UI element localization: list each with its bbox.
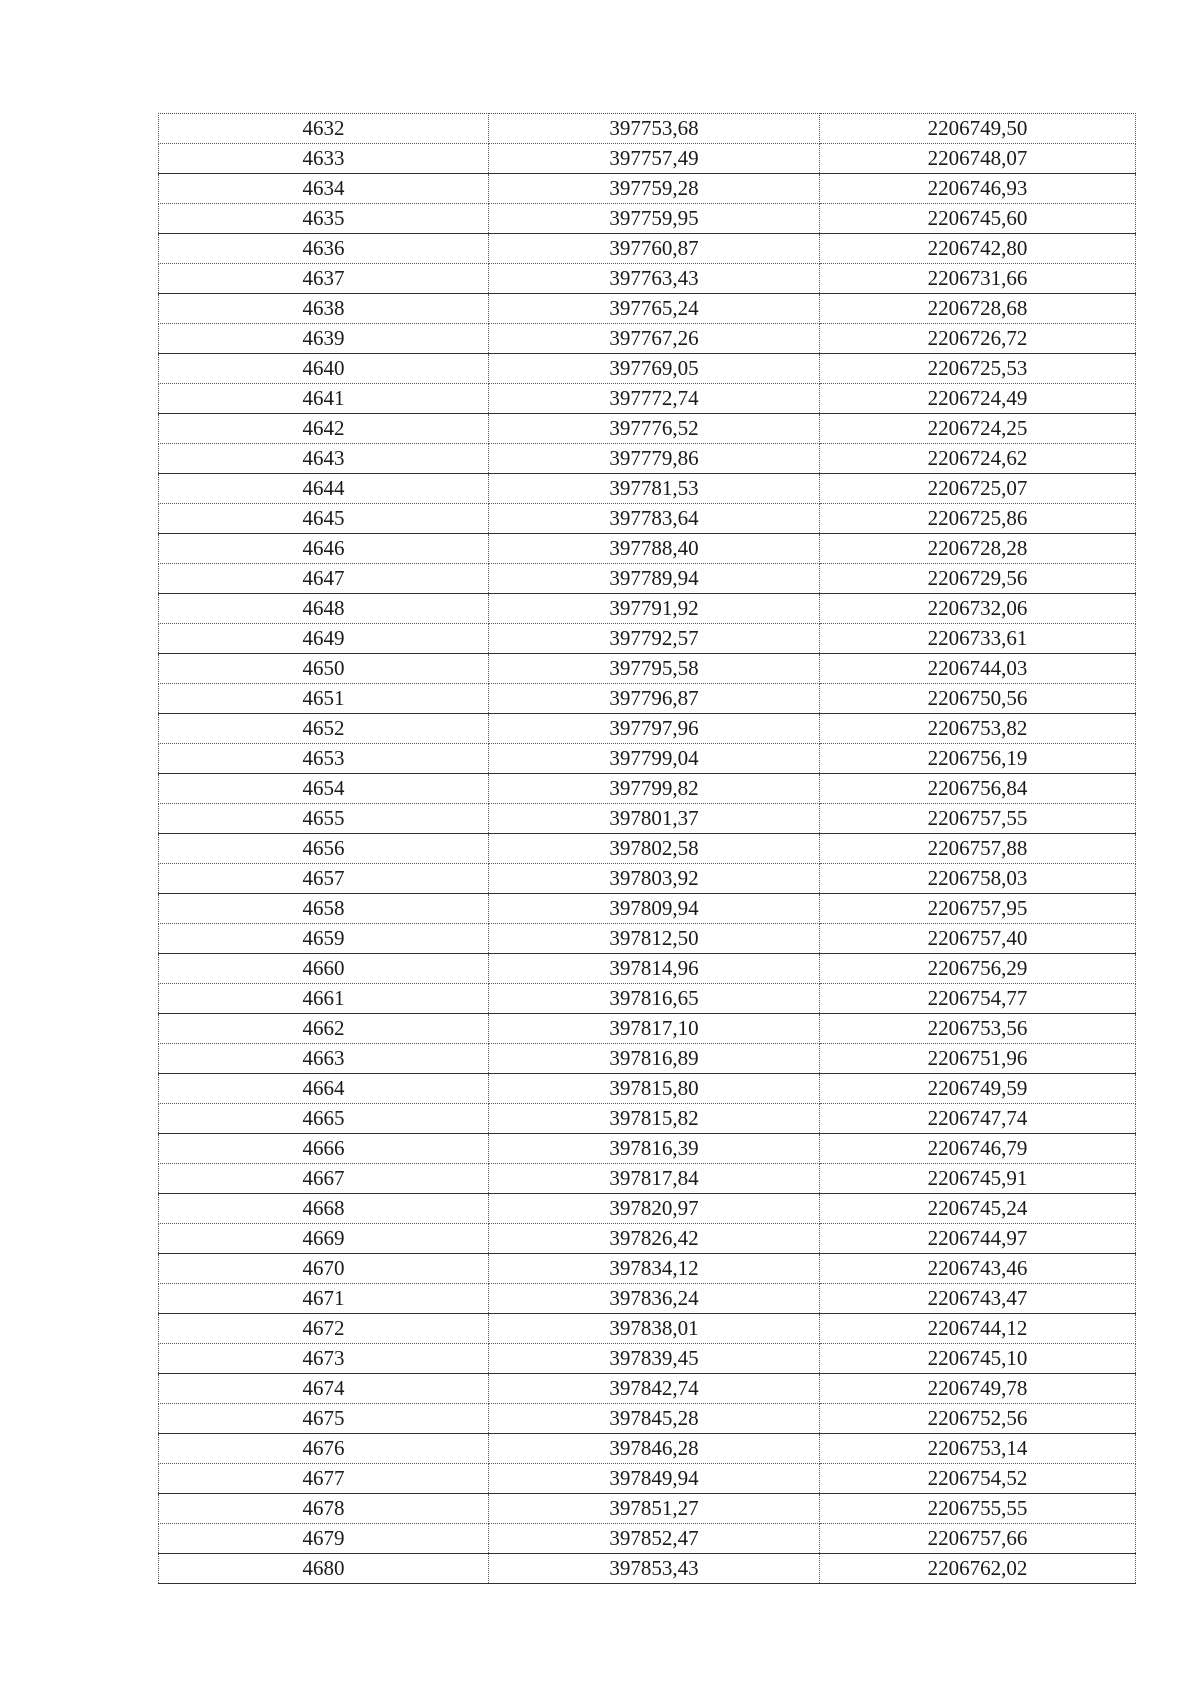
point-number-cell: 4652: [159, 714, 489, 744]
y-coordinate-cell: 2206744,12: [820, 1314, 1136, 1344]
x-coordinate-cell: 397814,96: [489, 954, 820, 984]
point-number-cell: 4636: [159, 234, 489, 264]
x-coordinate-cell: 397851,27: [489, 1494, 820, 1524]
table-row: [159, 1074, 1136, 1104]
table-row: [159, 774, 1136, 804]
point-number-cell: 4653: [159, 744, 489, 774]
point-number-cell: 4674: [159, 1374, 489, 1404]
y-coordinate-cell: 2206745,91: [820, 1164, 1136, 1194]
point-number-cell: 4655: [159, 804, 489, 834]
table-row: [159, 1494, 1136, 1524]
table-row: [159, 474, 1136, 504]
table-row: [159, 924, 1136, 954]
table-row: [159, 564, 1136, 594]
point-number-cell: 4672: [159, 1314, 489, 1344]
table-row: [159, 714, 1136, 744]
point-number-cell: 4650: [159, 654, 489, 684]
y-coordinate-cell: 2206755,55: [820, 1494, 1136, 1524]
point-number-cell: 4649: [159, 624, 489, 654]
x-coordinate-cell: 397796,87: [489, 684, 820, 714]
table-row: [159, 984, 1136, 1014]
x-coordinate-cell: 397781,53: [489, 474, 820, 504]
table-row: [159, 684, 1136, 714]
table-row: [159, 1044, 1136, 1074]
y-coordinate-cell: 2206749,78: [820, 1374, 1136, 1404]
point-number-cell: 4667: [159, 1164, 489, 1194]
x-coordinate-cell: 397839,45: [489, 1344, 820, 1374]
point-number-cell: 4679: [159, 1524, 489, 1554]
point-number-cell: 4634: [159, 174, 489, 204]
y-coordinate-cell: 2206757,88: [820, 834, 1136, 864]
x-coordinate-cell: 397849,94: [489, 1464, 820, 1494]
table-row: [159, 1224, 1136, 1254]
table-row: [159, 234, 1136, 264]
x-coordinate-cell: 397820,97: [489, 1194, 820, 1224]
y-coordinate-cell: 2206754,77: [820, 984, 1136, 1014]
y-coordinate-cell: 2206743,46: [820, 1254, 1136, 1284]
point-number-cell: 4642: [159, 414, 489, 444]
point-number-cell: 4671: [159, 1284, 489, 1314]
y-coordinate-cell: 2206750,56: [820, 684, 1136, 714]
table-row: [159, 744, 1136, 774]
x-coordinate-cell: 397816,89: [489, 1044, 820, 1074]
y-coordinate-cell: 2206746,79: [820, 1134, 1136, 1164]
x-coordinate-cell: 397842,74: [489, 1374, 820, 1404]
y-coordinate-cell: 2206745,24: [820, 1194, 1136, 1224]
table-row: [159, 204, 1136, 234]
x-coordinate-cell: 397783,64: [489, 504, 820, 534]
table-row: [159, 114, 1136, 144]
point-number-cell: 4678: [159, 1494, 489, 1524]
point-number-cell: 4637: [159, 264, 489, 294]
x-coordinate-cell: 397801,37: [489, 804, 820, 834]
point-number-cell: 4658: [159, 894, 489, 924]
y-coordinate-cell: 2206747,74: [820, 1104, 1136, 1134]
x-coordinate-cell: 397799,04: [489, 744, 820, 774]
table-row: [159, 1104, 1136, 1134]
coordinates-table: [158, 113, 1136, 1584]
point-number-cell: 4645: [159, 504, 489, 534]
y-coordinate-cell: 2206728,68: [820, 294, 1136, 324]
x-coordinate-cell: 397763,43: [489, 264, 820, 294]
table-row: [159, 174, 1136, 204]
x-coordinate-cell: 397757,49: [489, 144, 820, 174]
y-coordinate-cell: 2206745,10: [820, 1344, 1136, 1374]
table-row: [159, 954, 1136, 984]
y-coordinate-cell: 2206746,93: [820, 174, 1136, 204]
y-coordinate-cell: 2206756,29: [820, 954, 1136, 984]
y-coordinate-cell: 2206728,28: [820, 534, 1136, 564]
table-row: [159, 594, 1136, 624]
table-row: [159, 1554, 1136, 1584]
point-number-cell: 4676: [159, 1434, 489, 1464]
y-coordinate-cell: 2206725,86: [820, 504, 1136, 534]
y-coordinate-cell: 2206731,66: [820, 264, 1136, 294]
point-number-cell: 4665: [159, 1104, 489, 1134]
y-coordinate-cell: 2206748,07: [820, 144, 1136, 174]
x-coordinate-cell: 397802,58: [489, 834, 820, 864]
y-coordinate-cell: 2206724,62: [820, 444, 1136, 474]
point-number-cell: 4662: [159, 1014, 489, 1044]
table-row: [159, 894, 1136, 924]
x-coordinate-cell: 397838,01: [489, 1314, 820, 1344]
x-coordinate-cell: 397779,86: [489, 444, 820, 474]
table-row: [159, 834, 1136, 864]
table-row: [159, 354, 1136, 384]
x-coordinate-cell: 397759,28: [489, 174, 820, 204]
x-coordinate-cell: 397817,10: [489, 1014, 820, 1044]
x-coordinate-cell: 397826,42: [489, 1224, 820, 1254]
table-row: [159, 1434, 1136, 1464]
x-coordinate-cell: 397852,47: [489, 1524, 820, 1554]
y-coordinate-cell: 2206733,61: [820, 624, 1136, 654]
x-coordinate-cell: 397836,24: [489, 1284, 820, 1314]
y-coordinate-cell: 2206753,14: [820, 1434, 1136, 1464]
table-row: [159, 1134, 1136, 1164]
table-row: [159, 534, 1136, 564]
y-coordinate-cell: 2206724,49: [820, 384, 1136, 414]
point-number-cell: 4675: [159, 1404, 489, 1434]
x-coordinate-cell: 397769,05: [489, 354, 820, 384]
table-row: [159, 144, 1136, 174]
point-number-cell: 4640: [159, 354, 489, 384]
y-coordinate-cell: 2206732,06: [820, 594, 1136, 624]
table-row: [159, 504, 1136, 534]
point-number-cell: 4669: [159, 1224, 489, 1254]
x-coordinate-cell: 397853,43: [489, 1554, 820, 1584]
x-coordinate-cell: 397816,65: [489, 984, 820, 1014]
y-coordinate-cell: 2206749,59: [820, 1074, 1136, 1104]
point-number-cell: 4651: [159, 684, 489, 714]
y-coordinate-cell: 2206751,96: [820, 1044, 1136, 1074]
table-row: [159, 864, 1136, 894]
y-coordinate-cell: 2206757,95: [820, 894, 1136, 924]
point-number-cell: 4641: [159, 384, 489, 414]
table-row: [159, 264, 1136, 294]
y-coordinate-cell: 2206729,56: [820, 564, 1136, 594]
point-number-cell: 4663: [159, 1044, 489, 1074]
y-coordinate-cell: 2206743,47: [820, 1284, 1136, 1314]
y-coordinate-cell: 2206744,03: [820, 654, 1136, 684]
table-row: [159, 624, 1136, 654]
y-coordinate-cell: 2206757,55: [820, 804, 1136, 834]
table-row: [159, 414, 1136, 444]
table-row: [159, 384, 1136, 414]
x-coordinate-cell: 397846,28: [489, 1434, 820, 1464]
x-coordinate-cell: 397834,12: [489, 1254, 820, 1284]
x-coordinate-cell: 397799,82: [489, 774, 820, 804]
x-coordinate-cell: 397791,92: [489, 594, 820, 624]
x-coordinate-cell: 397765,24: [489, 294, 820, 324]
point-number-cell: 4664: [159, 1074, 489, 1104]
point-number-cell: 4638: [159, 294, 489, 324]
table-row: [159, 804, 1136, 834]
x-coordinate-cell: 397772,74: [489, 384, 820, 414]
point-number-cell: 4670: [159, 1254, 489, 1284]
table-row: [159, 1164, 1136, 1194]
x-coordinate-cell: 397809,94: [489, 894, 820, 924]
x-coordinate-cell: 397788,40: [489, 534, 820, 564]
y-coordinate-cell: 2206726,72: [820, 324, 1136, 354]
point-number-cell: 4644: [159, 474, 489, 504]
x-coordinate-cell: 397812,50: [489, 924, 820, 954]
y-coordinate-cell: 2206757,40: [820, 924, 1136, 954]
y-coordinate-cell: 2206756,19: [820, 744, 1136, 774]
point-number-cell: 4666: [159, 1134, 489, 1164]
table-row: [159, 1464, 1136, 1494]
table-row: [159, 444, 1136, 474]
point-number-cell: 4639: [159, 324, 489, 354]
x-coordinate-cell: 397816,39: [489, 1134, 820, 1164]
point-number-cell: 4660: [159, 954, 489, 984]
x-coordinate-cell: 397760,87: [489, 234, 820, 264]
table-row: [159, 324, 1136, 354]
point-number-cell: 4646: [159, 534, 489, 564]
table-row: [159, 1284, 1136, 1314]
table-row: [159, 1404, 1136, 1434]
y-coordinate-cell: 2206745,60: [820, 204, 1136, 234]
point-number-cell: 4680: [159, 1554, 489, 1584]
x-coordinate-cell: 397815,82: [489, 1104, 820, 1134]
y-coordinate-cell: 2206756,84: [820, 774, 1136, 804]
table-row: [159, 294, 1136, 324]
x-coordinate-cell: 397803,92: [489, 864, 820, 894]
y-coordinate-cell: 2206724,25: [820, 414, 1136, 444]
y-coordinate-cell: 2206758,03: [820, 864, 1136, 894]
table-body: [159, 114, 1136, 1584]
point-number-cell: 4632: [159, 114, 489, 144]
y-coordinate-cell: 2206725,53: [820, 354, 1136, 384]
point-number-cell: 4673: [159, 1344, 489, 1374]
table-row: [159, 1344, 1136, 1374]
y-coordinate-cell: 2206757,66: [820, 1524, 1136, 1554]
point-number-cell: 4656: [159, 834, 489, 864]
point-number-cell: 4633: [159, 144, 489, 174]
table-row: [159, 654, 1136, 684]
point-number-cell: 4647: [159, 564, 489, 594]
y-coordinate-cell: 2206762,02: [820, 1554, 1136, 1584]
y-coordinate-cell: 2206742,80: [820, 234, 1136, 264]
table-row: [159, 1014, 1136, 1044]
table-row: [159, 1254, 1136, 1284]
table-row: [159, 1524, 1136, 1554]
point-number-cell: 4661: [159, 984, 489, 1014]
x-coordinate-cell: 397789,94: [489, 564, 820, 594]
x-coordinate-cell: 397795,58: [489, 654, 820, 684]
y-coordinate-cell: 2206753,82: [820, 714, 1136, 744]
point-number-cell: 4677: [159, 1464, 489, 1494]
x-coordinate-cell: 397767,26: [489, 324, 820, 354]
table-row: [159, 1314, 1136, 1344]
point-number-cell: 4643: [159, 444, 489, 474]
x-coordinate-cell: 397776,52: [489, 414, 820, 444]
table-row: [159, 1374, 1136, 1404]
x-coordinate-cell: 397753,68: [489, 114, 820, 144]
x-coordinate-cell: 397759,95: [489, 204, 820, 234]
point-number-cell: 4657: [159, 864, 489, 894]
point-number-cell: 4654: [159, 774, 489, 804]
point-number-cell: 4659: [159, 924, 489, 954]
table-row: [159, 1194, 1136, 1224]
point-number-cell: 4635: [159, 204, 489, 234]
x-coordinate-cell: 397792,57: [489, 624, 820, 654]
y-coordinate-cell: 2206754,52: [820, 1464, 1136, 1494]
x-coordinate-cell: 397817,84: [489, 1164, 820, 1194]
y-coordinate-cell: 2206744,97: [820, 1224, 1136, 1254]
point-number-cell: 4668: [159, 1194, 489, 1224]
x-coordinate-cell: 397797,96: [489, 714, 820, 744]
point-number-cell: 4648: [159, 594, 489, 624]
y-coordinate-cell: 2206753,56: [820, 1014, 1136, 1044]
x-coordinate-cell: 397845,28: [489, 1404, 820, 1434]
y-coordinate-cell: 2206725,07: [820, 474, 1136, 504]
y-coordinate-cell: 2206752,56: [820, 1404, 1136, 1434]
x-coordinate-cell: 397815,80: [489, 1074, 820, 1104]
y-coordinate-cell: 2206749,50: [820, 114, 1136, 144]
